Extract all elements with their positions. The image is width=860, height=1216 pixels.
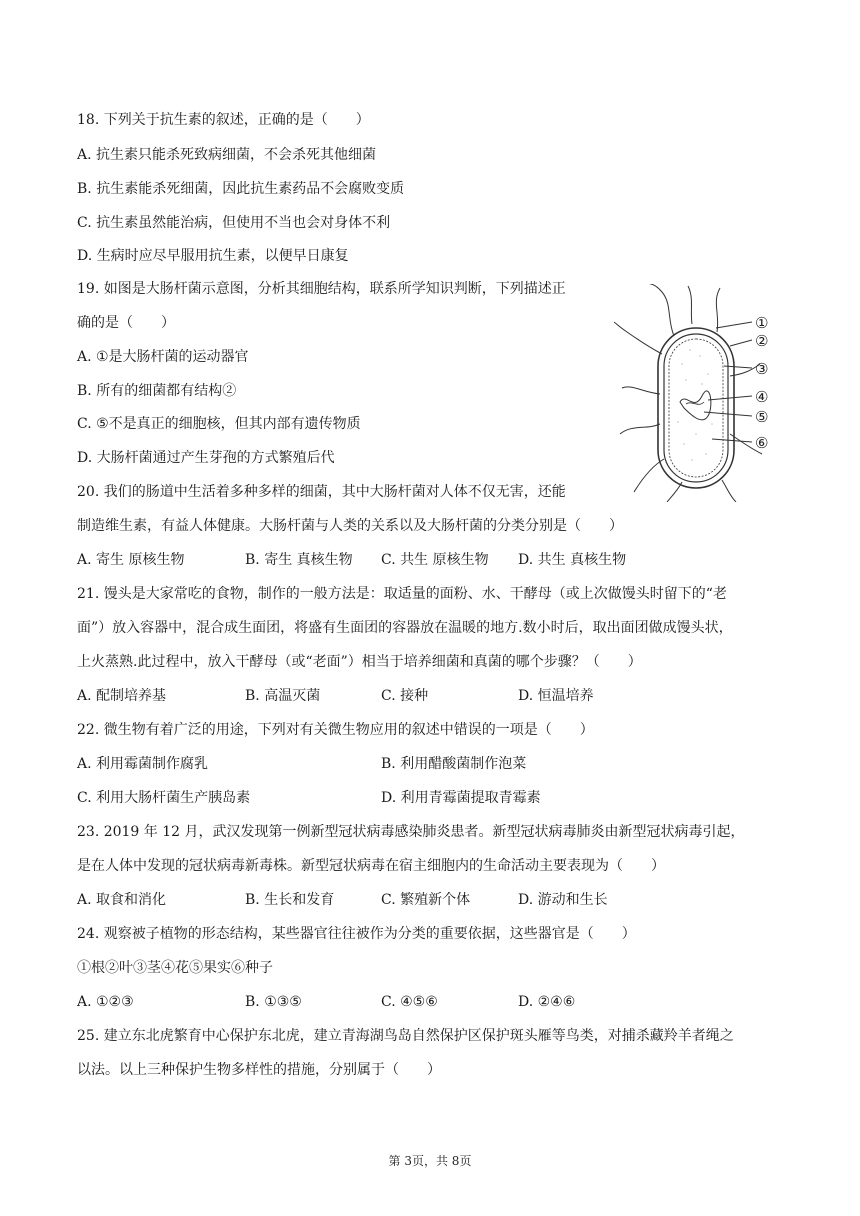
q20-option-a: A. 寄生 原核生物 — [77, 552, 185, 568]
q22-stem: 22. 微生物有着广泛的用途，下列对有关微生物应用的叙述中错误的一项是（ ） — [77, 722, 594, 738]
q21-stem-line1: 21. 馒头是大家常吃的食物，制作的一般方法是：取适量的面粉、水、干酵母（或上次做馒头时留下的“老 — [77, 586, 727, 602]
q19-stem-line1: 19. 如图是大肠杆菌示意图，分析其细胞结构，联系所学知识判断，下列描述正 — [77, 281, 566, 297]
q22-option-d: D. 利用青霉菌提取青霉素 — [381, 790, 541, 806]
page-number: 第 3页，共 8页 — [388, 1154, 472, 1168]
flagellum — [614, 322, 662, 354]
q20-stem-line2: 制造维生素，有益人体健康。大肠杆菌与人类的关系以及大肠杆菌的分类分别是（ ） — [77, 518, 623, 534]
q23-stem-line2: 是在人体中发现的冠状病毒新毒株。新型冠状病毒在宿主细胞内的生命活动主要表现为（ ） — [77, 858, 665, 874]
label-1: ① — [755, 314, 769, 332]
ecoli-diagram — [612, 284, 782, 502]
q24-option-c: C. ④⑤⑥ — [381, 994, 438, 1010]
q20-option-b: B. 寄生 真核生物 — [245, 552, 353, 568]
q21-option-d: D. 恒温培养 — [518, 688, 594, 704]
q18-option-a: A. 抗生素只能杀死致病细菌，不会杀死其他细菌 — [77, 147, 377, 163]
q24-option-a: A. ①②③ — [77, 994, 134, 1010]
q18-option-d: D. 生病时应尽早服用抗生素，以便早日康复 — [77, 248, 349, 264]
q18-option-c: C. 抗生素虽然能治病，但使用不当也会对身体不利 — [77, 215, 391, 231]
q19-stem-line2: 确的是（ ） — [77, 315, 175, 331]
label-4: ④ — [755, 388, 769, 406]
q19-option-b: B. 所有的细菌都有结构② — [77, 383, 237, 399]
q20-option-c: C. 共生 原核生物 — [381, 552, 489, 568]
q23-option-d: D. 游动和生长 — [518, 892, 608, 908]
flagellum — [649, 284, 674, 336]
q25-stem-line2: 以法。以上三种保护生物多样性的措施，分别属于（ ） — [77, 1062, 441, 1078]
q19-option-d: D. 大肠杆菌通过产生芽孢的方式繁殖后代 — [77, 450, 335, 466]
q21-stem-line2: 面”）放入容器中，混合成生面团，将盛有生面团的容器放在温暖的地方.数小时后，取出面团做成馒头状， — [77, 620, 733, 636]
q21-option-c: C. 接种 — [381, 688, 429, 704]
label-5: ⑤ — [755, 408, 769, 426]
q22-option-b: B. 利用醋酸菌制作泡菜 — [381, 756, 527, 772]
leader-line — [716, 322, 752, 328]
q20-option-d: D. 共生 真核生物 — [518, 552, 627, 568]
flagellum — [622, 387, 660, 394]
q23-option-b: B. 生长和发育 — [245, 892, 335, 908]
dna-region — [680, 391, 711, 420]
q18-stem: 18. 下列关于抗生素的叙述，正确的是（ ） — [77, 112, 370, 128]
leader-line — [708, 396, 752, 400]
q19-option-c: C. ⑤不是真正的细胞核，但其内部有遗传物质 — [77, 416, 361, 432]
leader-line — [712, 439, 752, 442]
cell-membrane — [669, 339, 723, 477]
flagellum — [634, 459, 664, 492]
q24-items: ①根②叶③茎④花⑤果实⑥种子 — [77, 960, 273, 976]
q24-option-d: D. ②④⑥ — [518, 994, 576, 1010]
q23-option-a: A. 取食和消化 — [77, 892, 167, 908]
capsule — [658, 328, 734, 488]
q21-stem-line3: 上火蒸熟.此过程中，放入干酵母（或“老面”）相当于培养细菌和真菌的哪个步骤？（ ） — [77, 654, 642, 670]
q25-stem-line1: 25. 建立东北虎繁育中心保护东北虎，建立青海湖鸟岛自然保护区保护斑头雁等鸟类，对捕杀藏羚羊者绳之 — [77, 1028, 734, 1044]
flagellum — [722, 480, 736, 502]
q21-option-a: A. 配制培养基 — [77, 688, 167, 704]
q19-option-a: A. ①是大肠杆菌的运动器官 — [77, 349, 249, 365]
flagellum — [688, 286, 692, 324]
q22-option-c: C. 利用大肠杆菌生产胰岛素 — [77, 790, 251, 806]
q24-stem: 24. 观察被子植物的形态结构，某些器官往往被作为分类的重要依据，这些器官是（ ） — [77, 926, 636, 942]
leader-line — [730, 340, 752, 346]
q23-option-c: C. 繁殖新个体 — [381, 892, 471, 908]
q20-stem-line1: 20. 我们的肠道中生活着多种多样的细菌，其中大肠杆菌对人体不仅无害，还能 — [77, 484, 566, 500]
q24-option-b: B. ①③⑤ — [245, 994, 302, 1010]
label-2: ② — [755, 332, 769, 350]
q21-option-b: B. 高温灭菌 — [245, 688, 321, 704]
flagellum — [716, 288, 720, 332]
label-6: ⑥ — [755, 434, 769, 452]
flagellum — [620, 424, 660, 434]
label-3: ③ — [755, 360, 769, 378]
cell-wall — [664, 334, 728, 482]
q23-stem-line1: 23. 2019 年 12 月，武汉发现第一例新型冠状病毒感染肺炎患者。新型冠状病毒肺炎由新型冠状病毒引起， — [77, 824, 745, 840]
q18-option-b: B. 抗生素能杀死细菌，因此抗生素药品不会腐败变质 — [77, 181, 405, 197]
q22-option-a: A. 利用霉菌制作腐乳 — [77, 756, 209, 772]
